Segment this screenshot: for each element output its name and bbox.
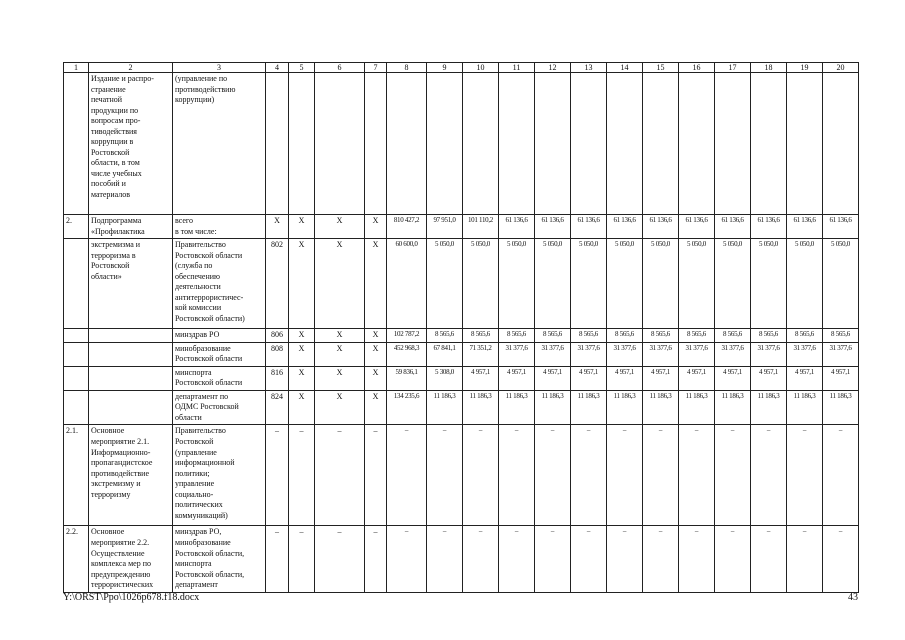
code-cell: [289, 73, 315, 215]
amount-cell: 5 050,0: [571, 239, 607, 329]
item-number-cell: [64, 239, 89, 329]
code-cell: X: [365, 390, 387, 425]
amount-cell: 4 957,1: [607, 366, 643, 390]
amount-cell: 4 957,1: [535, 366, 571, 390]
table-row: [64, 425, 859, 526]
amount-cell: 60 600,0: [387, 239, 427, 329]
column-number: 8: [387, 63, 427, 73]
amount-cell: –: [679, 425, 715, 526]
column-number: 3: [173, 63, 266, 73]
amount-cell: 71 351,2: [463, 342, 499, 366]
amount-cell: 61 136,6: [499, 215, 535, 239]
amount-cell: 5 308,0: [427, 366, 463, 390]
amount-cell: 61 136,6: [823, 215, 859, 239]
program-name-cell: Основное мероприятие 2.1. Информационно- пропагандистское противодействие экстремизму и терроризму: [89, 425, 173, 526]
amount-cell: [535, 73, 571, 215]
amount-cell: 97 951,0: [427, 215, 463, 239]
amount-cell: 810 427,2: [387, 215, 427, 239]
code-cell: X: [289, 239, 315, 329]
amount-cell: –: [787, 526, 823, 592]
code-cell: X: [365, 342, 387, 366]
code-cell: [315, 73, 365, 215]
amount-cell: 452 968,3: [387, 342, 427, 366]
item-number-cell: [64, 342, 89, 366]
column-number: 15: [643, 63, 679, 73]
amount-cell: 11 186,3: [463, 390, 499, 425]
code-cell: –: [315, 526, 365, 592]
code-cell: –: [315, 425, 365, 526]
amount-cell: –: [715, 425, 751, 526]
amount-cell: 5 050,0: [679, 239, 715, 329]
code-cell: 816: [266, 366, 289, 390]
amount-cell: 11 186,3: [535, 390, 571, 425]
amount-cell: –: [427, 425, 463, 526]
amount-cell: 8 565,6: [715, 329, 751, 343]
item-number-cell: [64, 329, 89, 343]
amount-cell: [787, 73, 823, 215]
code-cell: 802: [266, 239, 289, 329]
column-number: 18: [751, 63, 787, 73]
amount-cell: 8 565,6: [427, 329, 463, 343]
amount-cell: 5 050,0: [715, 239, 751, 329]
amount-cell: 61 136,6: [607, 215, 643, 239]
code-cell: X: [315, 366, 365, 390]
program-name-cell: Основное мероприятие 2.2. Осуществление комплекса мер по предупреждению террористических: [89, 526, 173, 592]
executor-cell: минздрав РО: [173, 329, 266, 343]
column-number: 2: [89, 63, 173, 73]
code-cell: 806: [266, 329, 289, 343]
table-row: [64, 329, 859, 343]
amount-cell: [715, 73, 751, 215]
amount-cell: 4 957,1: [751, 366, 787, 390]
code-cell: –: [266, 425, 289, 526]
amount-cell: 31 377,6: [751, 342, 787, 366]
column-number: 19: [787, 63, 823, 73]
code-cell: X: [365, 239, 387, 329]
amount-cell: 5 050,0: [823, 239, 859, 329]
item-number-cell: 2.2.: [64, 526, 89, 592]
budget-table: [63, 62, 859, 593]
amount-cell: –: [535, 425, 571, 526]
table-row: [64, 239, 859, 329]
amount-cell: 31 377,6: [499, 342, 535, 366]
code-cell: X: [365, 366, 387, 390]
item-number-cell: 2.: [64, 215, 89, 239]
amount-cell: –: [679, 526, 715, 592]
code-cell: X: [315, 342, 365, 366]
amount-cell: 31 377,6: [535, 342, 571, 366]
column-number: 12: [535, 63, 571, 73]
table-row: [64, 342, 859, 366]
amount-cell: 11 186,3: [787, 390, 823, 425]
amount-cell: 31 377,6: [571, 342, 607, 366]
column-number: 13: [571, 63, 607, 73]
column-number: 1: [64, 63, 89, 73]
amount-cell: 5 050,0: [427, 239, 463, 329]
table-row: [64, 73, 859, 215]
amount-cell: 8 565,6: [607, 329, 643, 343]
amount-cell: –: [499, 526, 535, 592]
amount-cell: 61 136,6: [787, 215, 823, 239]
amount-cell: 8 565,6: [679, 329, 715, 343]
amount-cell: 5 050,0: [751, 239, 787, 329]
amount-cell: 4 957,1: [643, 366, 679, 390]
amount-cell: 11 186,3: [751, 390, 787, 425]
amount-cell: [499, 73, 535, 215]
amount-cell: 31 377,6: [823, 342, 859, 366]
table-row: [64, 215, 859, 239]
amount-cell: –: [823, 526, 859, 592]
column-number-row: [64, 63, 859, 73]
amount-cell: –: [535, 526, 571, 592]
amount-cell: 31 377,6: [787, 342, 823, 366]
column-number: 7: [365, 63, 387, 73]
amount-cell: 11 186,3: [643, 390, 679, 425]
code-cell: X: [266, 215, 289, 239]
amount-cell: 11 186,3: [499, 390, 535, 425]
amount-cell: 31 377,6: [679, 342, 715, 366]
column-number: 11: [499, 63, 535, 73]
program-name-cell: Издание и распро- странение печатной продукции по вопросам про- тиводействия коррупции в Ростовской области, в том числе учебных пособий и материалов: [89, 73, 173, 215]
amount-cell: –: [427, 526, 463, 592]
amount-cell: 31 377,6: [643, 342, 679, 366]
executor-cell: минобразование Ростовской области: [173, 342, 266, 366]
amount-cell: –: [571, 526, 607, 592]
amount-cell: 8 565,6: [463, 329, 499, 343]
amount-cell: –: [751, 526, 787, 592]
amount-cell: 4 957,1: [715, 366, 751, 390]
amount-cell: 5 050,0: [499, 239, 535, 329]
code-cell: X: [315, 390, 365, 425]
executor-cell: (управление по противодействию коррупции): [173, 73, 266, 215]
code-cell: X: [289, 390, 315, 425]
amount-cell: [679, 73, 715, 215]
executor-cell: Правительство Ростовской области (служба по обеспечению деятельности антитеррористичес- кой комиссии Ростовской области): [173, 239, 266, 329]
program-name-cell: [89, 390, 173, 425]
amount-cell: –: [387, 526, 427, 592]
amount-cell: 8 565,6: [643, 329, 679, 343]
amount-cell: 11 186,3: [715, 390, 751, 425]
amount-cell: 102 787,2: [387, 329, 427, 343]
code-cell: X: [289, 329, 315, 343]
amount-cell: –: [643, 425, 679, 526]
amount-cell: [823, 73, 859, 215]
code-cell: X: [315, 329, 365, 343]
amount-cell: [463, 73, 499, 215]
column-number: 17: [715, 63, 751, 73]
amount-cell: –: [823, 425, 859, 526]
column-number: 16: [679, 63, 715, 73]
amount-cell: 8 565,6: [535, 329, 571, 343]
code-cell: X: [365, 329, 387, 343]
column-number: 5: [289, 63, 315, 73]
amount-cell: –: [463, 526, 499, 592]
amount-cell: 8 565,6: [823, 329, 859, 343]
amount-cell: 61 136,6: [679, 215, 715, 239]
item-number-cell: [64, 390, 89, 425]
amount-cell: 11 186,3: [823, 390, 859, 425]
amount-cell: 61 136,6: [751, 215, 787, 239]
executor-cell: всего в том числе:: [173, 215, 266, 239]
amount-cell: 61 136,6: [535, 215, 571, 239]
code-cell: X: [315, 215, 365, 239]
amount-cell: –: [607, 526, 643, 592]
amount-cell: 4 957,1: [499, 366, 535, 390]
amount-cell: 11 186,3: [427, 390, 463, 425]
amount-cell: –: [715, 526, 751, 592]
code-cell: [266, 73, 289, 215]
executor-cell: минспорта Ростовской области: [173, 366, 266, 390]
amount-cell: 59 836,1: [387, 366, 427, 390]
amount-cell: 11 186,3: [571, 390, 607, 425]
amount-cell: 31 377,6: [715, 342, 751, 366]
code-cell: X: [315, 239, 365, 329]
amount-cell: 134 235,6: [387, 390, 427, 425]
code-cell: –: [289, 526, 315, 592]
amount-cell: 4 957,1: [679, 366, 715, 390]
amount-cell: –: [643, 526, 679, 592]
amount-cell: –: [499, 425, 535, 526]
document-path: Y:\ORST\Ppo\1026p678.f18.docx: [63, 592, 200, 603]
code-cell: 808: [266, 342, 289, 366]
item-number-cell: [64, 366, 89, 390]
column-number: 6: [315, 63, 365, 73]
amount-cell: [643, 73, 679, 215]
code-cell: X: [289, 342, 315, 366]
amount-cell: 67 841,1: [427, 342, 463, 366]
amount-cell: 5 050,0: [463, 239, 499, 329]
code-cell: X: [289, 366, 315, 390]
item-number-cell: [64, 73, 89, 215]
amount-cell: 8 565,6: [787, 329, 823, 343]
amount-cell: 61 136,6: [715, 215, 751, 239]
column-number: 10: [463, 63, 499, 73]
amount-cell: 4 957,1: [823, 366, 859, 390]
amount-cell: –: [571, 425, 607, 526]
program-name-cell: [89, 342, 173, 366]
code-cell: –: [365, 526, 387, 592]
code-cell: [365, 73, 387, 215]
amount-cell: 8 565,6: [751, 329, 787, 343]
table-row: [64, 526, 859, 592]
item-number-cell: 2.1.: [64, 425, 89, 526]
executor-cell: Правительство Ростовской (управление информационной политики; управление социально- политических коммуникаций): [173, 425, 266, 526]
amount-cell: 61 136,6: [643, 215, 679, 239]
amount-cell: 11 186,3: [679, 390, 715, 425]
table-row: [64, 366, 859, 390]
code-cell: X: [365, 215, 387, 239]
amount-cell: 8 565,6: [571, 329, 607, 343]
amount-cell: [751, 73, 787, 215]
amount-cell: 4 957,1: [787, 366, 823, 390]
amount-cell: 5 050,0: [643, 239, 679, 329]
amount-cell: [571, 73, 607, 215]
column-number: 14: [607, 63, 643, 73]
amount-cell: 101 110,2: [463, 215, 499, 239]
executor-cell: минздрав РО, минобразование Ростовской области, минспорта Ростовской области, департамент: [173, 526, 266, 592]
amount-cell: –: [751, 425, 787, 526]
executor-cell: департамент по ОДМС Ростовской области: [173, 390, 266, 425]
amount-cell: 8 565,6: [499, 329, 535, 343]
amount-cell: 4 957,1: [463, 366, 499, 390]
code-cell: –: [289, 425, 315, 526]
program-name-cell: [89, 329, 173, 343]
code-cell: X: [289, 215, 315, 239]
column-number: 9: [427, 63, 463, 73]
program-name-cell: [89, 366, 173, 390]
column-number: 20: [823, 63, 859, 73]
amount-cell: 5 050,0: [607, 239, 643, 329]
program-name-cell: экстремизма и терроризма в Ростовской области»: [89, 239, 173, 329]
amount-cell: –: [787, 425, 823, 526]
table-row: [64, 390, 859, 425]
amount-cell: –: [607, 425, 643, 526]
amount-cell: [387, 73, 427, 215]
amount-cell: 11 186,3: [607, 390, 643, 425]
amount-cell: 4 957,1: [571, 366, 607, 390]
page-number: 43: [848, 592, 858, 603]
program-name-cell: Подпрограмма «Профилактика: [89, 215, 173, 239]
column-number: 4: [266, 63, 289, 73]
amount-cell: 5 050,0: [535, 239, 571, 329]
amount-cell: –: [387, 425, 427, 526]
amount-cell: 61 136,6: [571, 215, 607, 239]
amount-cell: –: [463, 425, 499, 526]
amount-cell: 31 377,6: [607, 342, 643, 366]
code-cell: 824: [266, 390, 289, 425]
amount-cell: 5 050,0: [787, 239, 823, 329]
amount-cell: [427, 73, 463, 215]
code-cell: –: [365, 425, 387, 526]
code-cell: –: [266, 526, 289, 592]
amount-cell: [607, 73, 643, 215]
